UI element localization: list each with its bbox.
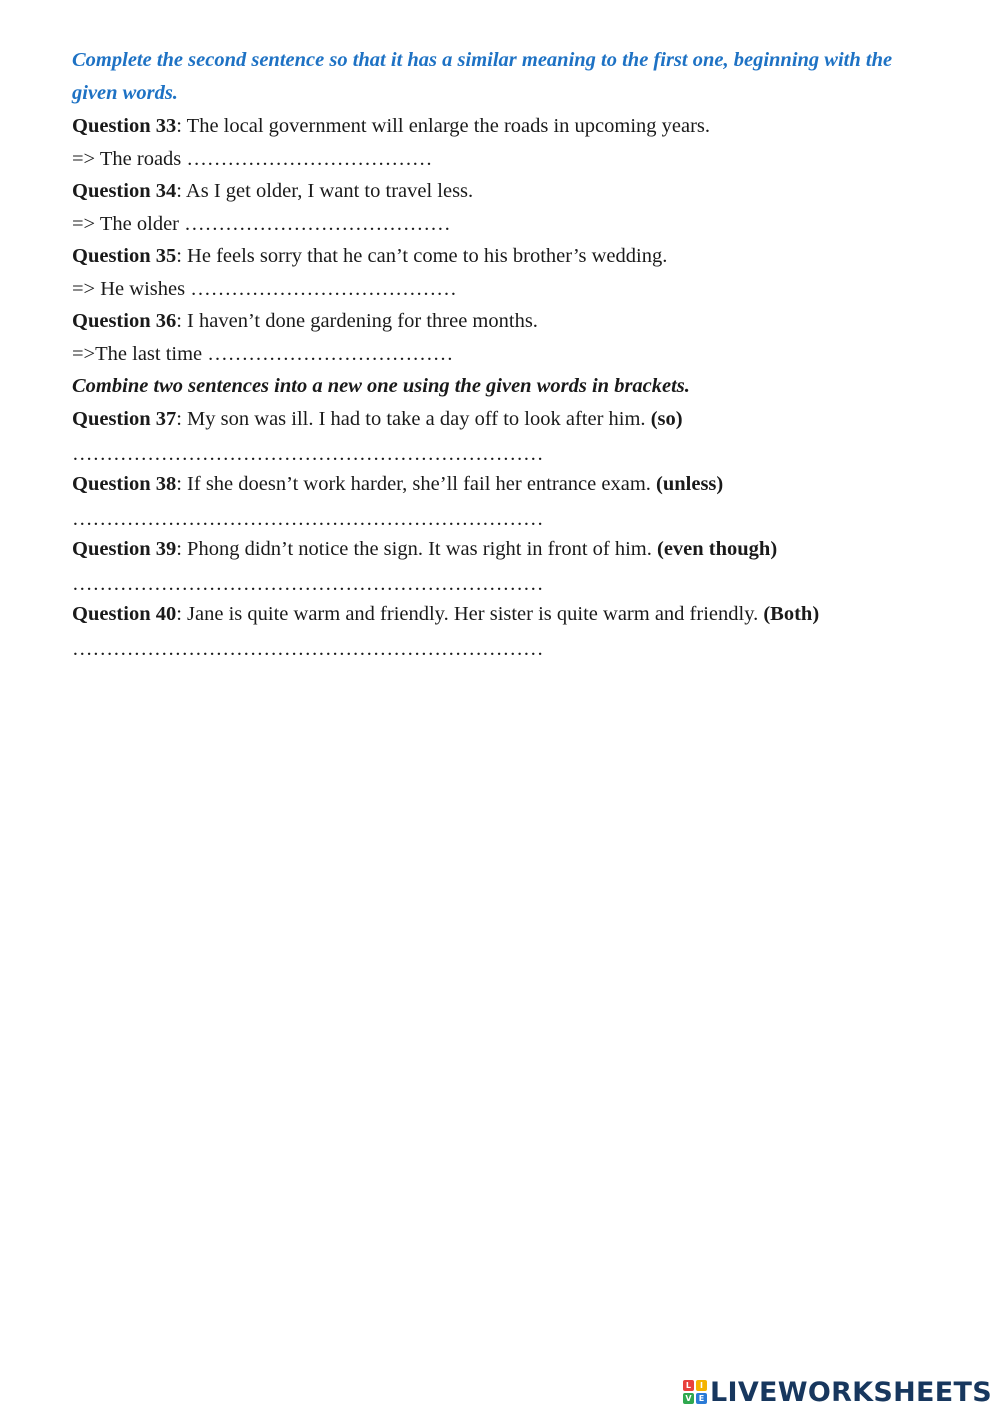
question-36 [72, 305, 942, 338]
question-33 [72, 110, 942, 143]
question-text: : Phong didn’t notice the sign. It was right in front of him. [176, 537, 657, 560]
answer-line-36[interactable]: =>The last time ……………………………… [72, 342, 454, 365]
question-text: : Jane is quite warm and friendly. Her sister is quite warm and friendly. [176, 602, 764, 625]
question-label: Question 35 [72, 245, 177, 267]
question-text: : As I get older, I want to travel less. [176, 180, 474, 202]
answer-line-33[interactable]: => The roads ……………………………… [72, 147, 433, 170]
question-hint: (unless) [656, 472, 724, 495]
question-label: Question 37 [72, 407, 177, 430]
question-hint: (Both) [763, 602, 820, 625]
logo-tile: L [683, 1380, 694, 1391]
question-text: : If she doesn’t work harder, she’ll fail her entrance exam. [176, 472, 657, 495]
question-text: : My son was ill. I had to take a day off to look after him. [176, 407, 651, 430]
question-text: : He feels sorry that he can’t come to his brother’s wedding. [176, 245, 668, 267]
question-39 [72, 533, 942, 566]
question-35 [72, 240, 942, 273]
question-label: Question 36 [72, 310, 177, 332]
question-40 [72, 598, 942, 631]
logo-tile: I [696, 1380, 707, 1391]
liveworksheets-logo[interactable] [683, 1377, 992, 1407]
worksheet-page [72, 44, 942, 663]
answer-line-37[interactable]: …………………………………………………………… [72, 443, 544, 465]
question-38 [72, 468, 942, 501]
question-label: Question 33 [72, 115, 177, 137]
question-37 [72, 403, 942, 436]
question-text: : I haven’t done gardening for three months. [176, 310, 538, 332]
question-hint: (so) [650, 407, 683, 430]
logo-tile: E [696, 1393, 707, 1404]
question-hint: (even though) [657, 537, 778, 560]
question-label: Question 40 [72, 602, 177, 625]
answer-line-38[interactable]: …………………………………………………………… [72, 508, 544, 530]
question-text: : The local government will enlarge the roads in upcoming years. [176, 115, 711, 137]
section1-instruction: Complete the second sentence so that it has a similar meaning to the first one, beginning with the given words. [72, 49, 893, 104]
answer-line-40[interactable]: …………………………………………………………… [72, 638, 544, 660]
answer-line-35[interactable]: => He wishes ………………………………… [72, 277, 457, 300]
question-34 [72, 175, 942, 208]
question-label: Question 38 [72, 472, 177, 495]
section2-instruction: Combine two sentences into a new one using the given words in brackets. [72, 375, 690, 397]
logo-text: LIVEWORKSHEETS [709, 1376, 992, 1408]
question-label: Question 39 [72, 537, 177, 560]
logo-tiles-icon [683, 1380, 707, 1404]
answer-line-34[interactable]: => The older ………………………………… [72, 212, 451, 235]
logo-tile: V [683, 1393, 694, 1404]
answer-line-39[interactable]: …………………………………………………………… [72, 573, 544, 595]
question-label: Question 34 [72, 180, 177, 202]
